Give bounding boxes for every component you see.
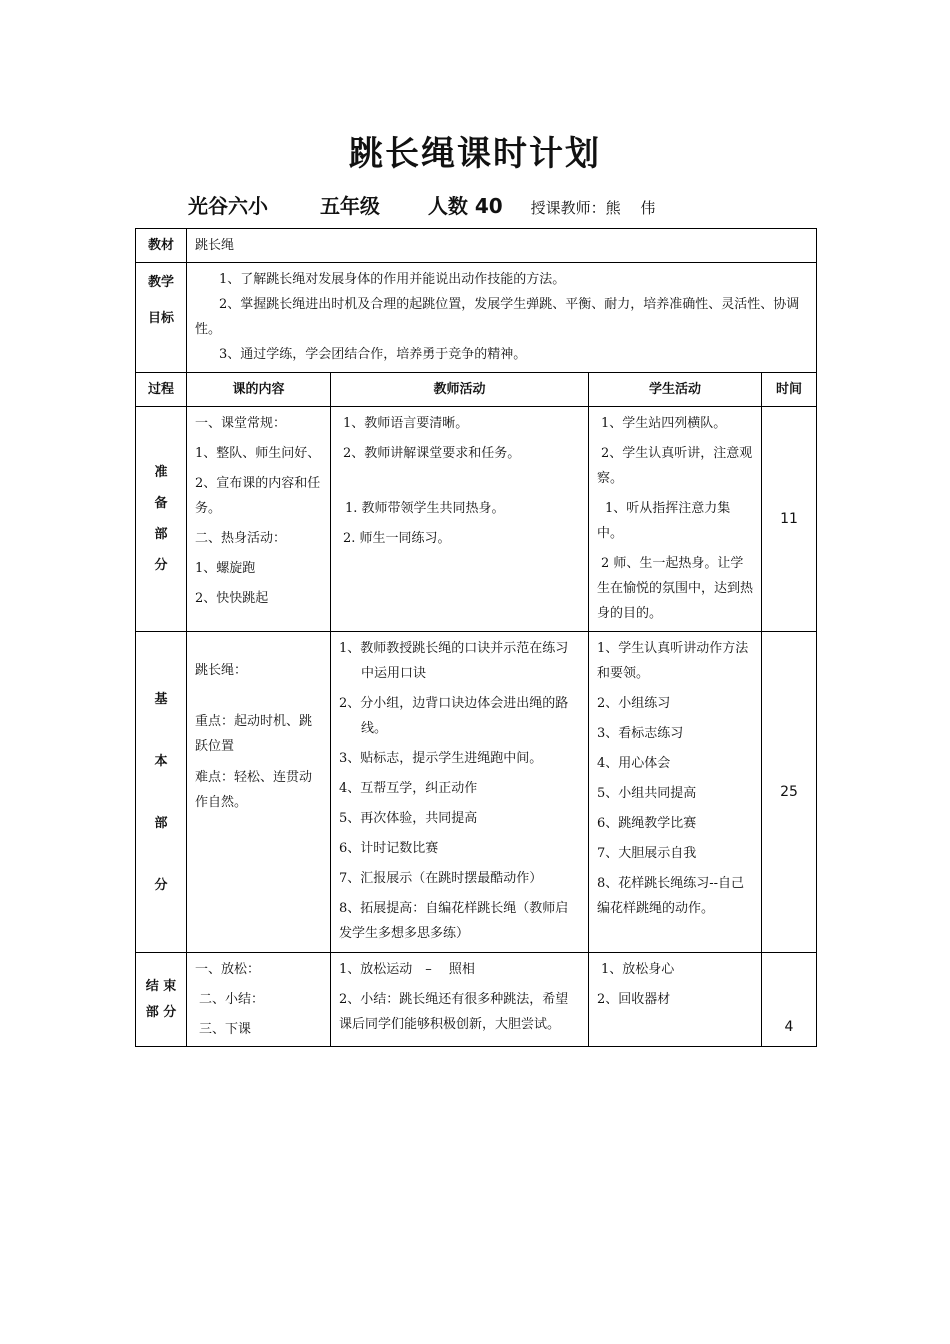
teacher-line: 1、教师语言要清晰。 (343, 416, 469, 431)
content-cell (187, 407, 331, 632)
header-process: 过程 (136, 373, 187, 407)
student-cell (589, 632, 762, 953)
teacher-line: 1、放松运动 – 照相 (339, 962, 475, 977)
goal-item: 1、了解跳长绳对发展身体的作用并能说出动作技能的方法。 (219, 272, 566, 287)
material-value: 跳长绳 (187, 229, 817, 263)
student-cell (589, 407, 762, 632)
header-time: 时间 (762, 373, 817, 407)
section-label: 基 本 部 分 (136, 632, 187, 953)
content-line: 跳长绳： (195, 663, 248, 678)
header-student: 学生活动 (589, 373, 762, 407)
teacher-line: 1. 教师带领学生共同热身。 (345, 501, 505, 516)
student-line: 2、回收器材 (597, 992, 671, 1007)
time-value: 4 (762, 953, 817, 1047)
section-label: 准 备 部 分 (136, 407, 187, 632)
teacher-line: 2、分小组，边背口诀边体会进出绳的路线。 (339, 696, 569, 736)
student-line: 1、学生认真听讲动作方法和要领。 (597, 641, 749, 681)
student-line: 6、跳绳教学比赛 (597, 816, 697, 831)
goals-content (187, 263, 817, 373)
student-line: 5、小组共同提高 (597, 786, 697, 801)
teacher-line: 5、再次体验，共同提高 (339, 811, 478, 826)
material-label: 教材 (136, 229, 187, 263)
teacher-line: 2、教师讲解课堂要求和任务。 (343, 446, 521, 461)
header-content: 课的内容 (187, 373, 331, 407)
content-line: 三、下课 (199, 1022, 252, 1037)
student-line: 1、听从指挥注意力集中。 (597, 501, 731, 541)
class-info (188, 190, 655, 219)
content-cell (187, 953, 331, 1047)
section-label: 结 束 部 分 (136, 953, 187, 1047)
student-line: 1、学生站四列横队。 (601, 416, 727, 431)
teacher-line: 1、教师教授跳长绳的口诀并示范在练习中运用口诀 (339, 641, 569, 681)
header-row (136, 373, 817, 407)
teacher-cell (331, 632, 589, 953)
material-row (136, 229, 817, 263)
student-line: 3、看标志练习 (597, 726, 684, 741)
page-title: 跳长绳课时计划 (349, 134, 601, 174)
teacher-line: 2、小结：跳长绳还有很多种跳法，希望课后同学们能够积极创新，大胆尝试。 (339, 992, 569, 1032)
school-name: 光谷六小 (188, 194, 268, 218)
content-line: 一、课堂常规： (195, 416, 287, 431)
teacher-line: 3、贴标志，提示学生进绳跑中间。 (339, 751, 543, 766)
goal-item: 2、掌握跳长绳进出时机及合理的起跳位置，发展学生弹跳、平衡、耐力，培养准确性、灵活性、协调性。 (195, 297, 800, 337)
student-line: 2、学生认真听讲，注意观察。 (597, 446, 753, 486)
time-value: 11 (762, 407, 817, 632)
section-preparation (136, 407, 817, 632)
content-line: 1、螺旋跑 (195, 561, 256, 576)
content-line: 2、宣布课的内容和任务。 (195, 476, 321, 516)
goals-row (136, 263, 817, 373)
student-line: 1、放松身心 (601, 962, 675, 977)
student-line: 8、花样跳长绳练习--自己编花样跳绳的动作。 (597, 876, 745, 916)
lesson-plan-table (135, 228, 817, 1047)
content-line: 1、整队、师生问好、 (195, 446, 321, 461)
content-line: 二、小结： (199, 992, 265, 1007)
content-line: 2、快快跳起 (195, 591, 269, 606)
teacher-line: 2. 师生一同练习。 (343, 531, 451, 546)
content-line: 重点：起动时机、跳跃位置 (195, 714, 313, 754)
student-count: 人数 40 (427, 194, 503, 218)
teacher-name: 授课教师：熊 伟 (530, 199, 656, 217)
content-cell (187, 632, 331, 953)
student-line: 4、用心体会 (597, 756, 671, 771)
teacher-line: 6、计时记数比赛 (339, 841, 439, 856)
teacher-line: 7、汇报展示（在跳时摆最酷动作） (339, 871, 543, 886)
time-value: 25 (762, 632, 817, 953)
content-line: 难点：轻松、连贯动作自然。 (195, 770, 313, 810)
content-line: 一、放松： (195, 962, 261, 977)
student-cell (589, 953, 762, 1047)
content-line: 二、热身活动： (195, 531, 287, 546)
header-teacher: 教师活动 (331, 373, 589, 407)
student-line: 7、大胆展示自我 (597, 846, 697, 861)
goal-item: 3、通过学练，学会团结合作，培养勇于竞争的精神。 (219, 347, 527, 362)
section-basic (136, 632, 817, 953)
goals-label: 教学 目标 (136, 263, 187, 373)
teacher-cell (331, 407, 589, 632)
teacher-line: 8、拓展提高：自编花样跳长绳（教师启发学生多想多思多练） (339, 901, 569, 941)
teacher-line: 4、互帮互学，纠正动作 (339, 781, 478, 796)
grade: 五年级 (319, 194, 380, 218)
student-line: 2 师、生一起热身。让学生在愉悦的氛围中，达到热身的目的。 (597, 556, 754, 621)
student-line: 2、小组练习 (597, 696, 671, 711)
section-closing (136, 953, 817, 1047)
teacher-cell (331, 953, 589, 1047)
